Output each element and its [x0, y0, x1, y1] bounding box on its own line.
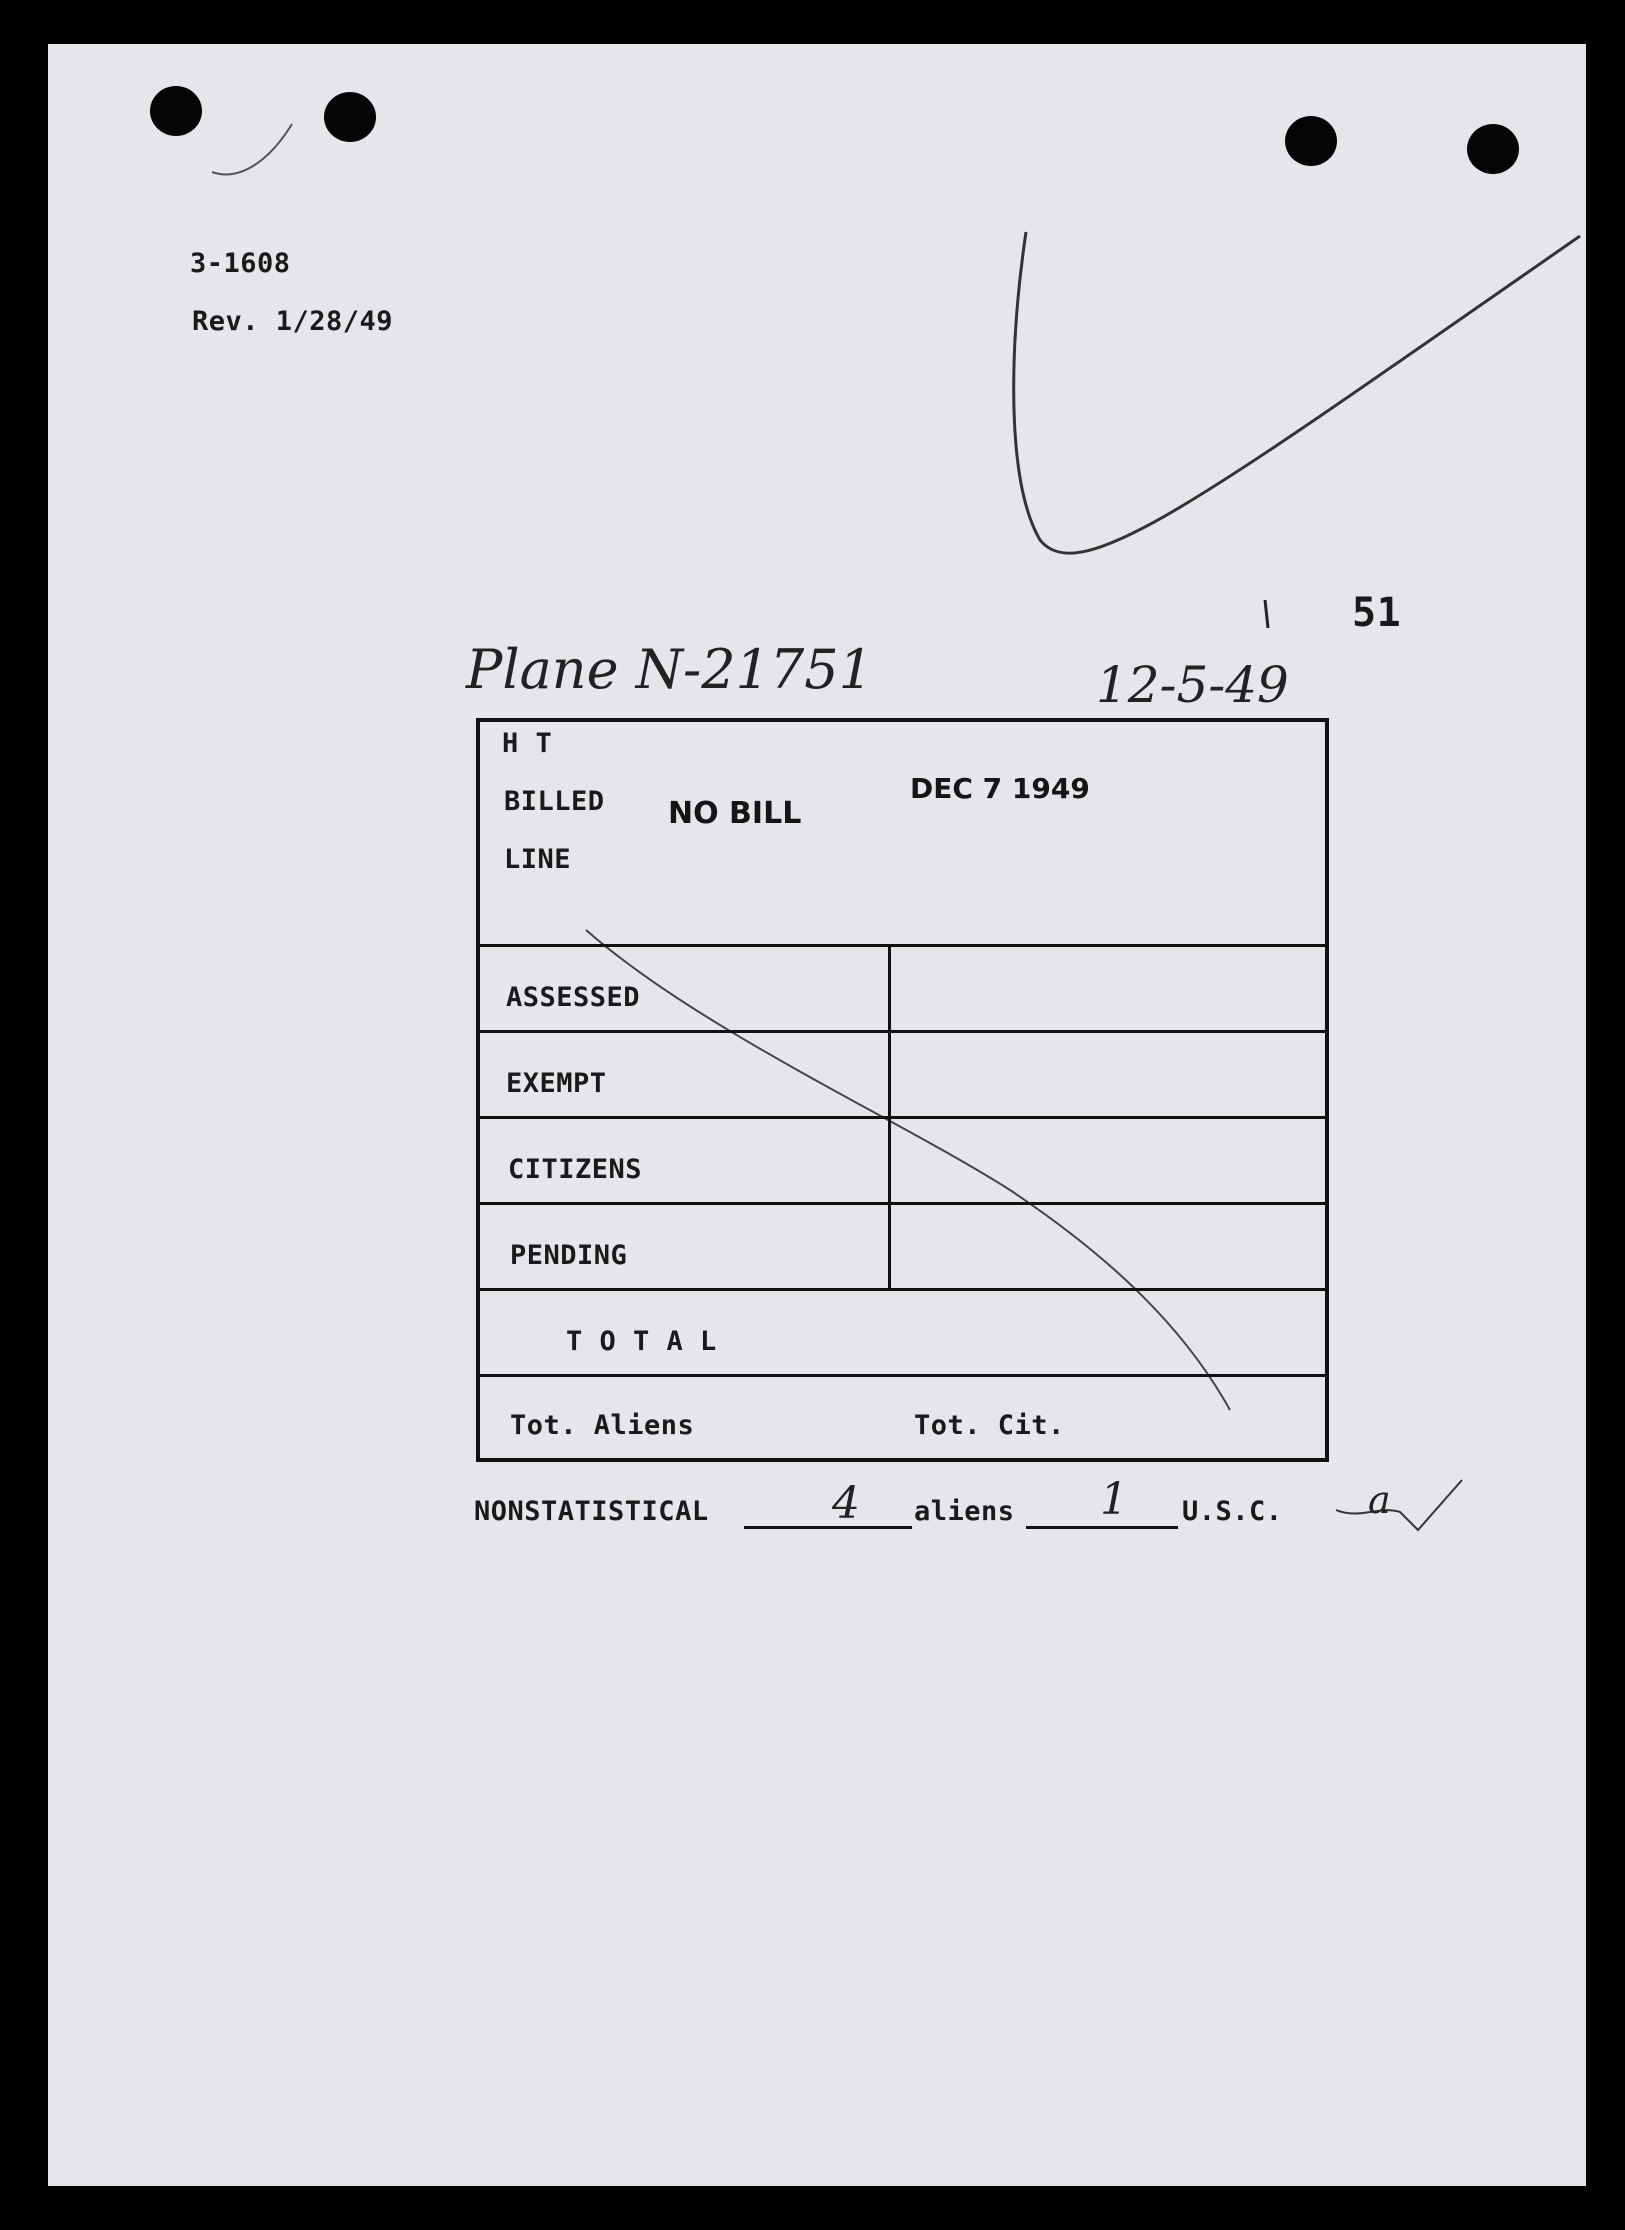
nonstatistical-label: NONSTATISTICAL [474, 1496, 709, 1527]
row-divider [478, 1288, 1328, 1291]
row-divider [478, 1374, 1328, 1377]
row-divider [478, 1030, 1328, 1033]
aliens-count-handwritten: 4 [832, 1478, 860, 1529]
initials-handwritten: a [1368, 1478, 1391, 1522]
date-stamp: DEC 7 1949 [910, 772, 1090, 805]
usc-blank [1026, 1526, 1178, 1529]
exempt-label: EXEMPT [506, 1068, 607, 1099]
no-bill-stamp: NO BILL [668, 796, 802, 831]
assessed-label: ASSESSED [506, 982, 641, 1013]
tot-cit-label: Tot. Cit. [914, 1410, 1065, 1441]
tot-aliens-label: Tot. Aliens [510, 1410, 695, 1441]
plane-number-handwritten: Plane N-21751 [466, 638, 873, 701]
usc-label: U.S.C. [1182, 1496, 1283, 1527]
row-divider [478, 1116, 1328, 1119]
ht-label: H T [502, 728, 553, 759]
line-label: LINE [504, 844, 572, 875]
page-number: 51 [1352, 590, 1402, 636]
usc-count-handwritten: 1 [1100, 1474, 1128, 1525]
form-revision: Rev. 1/28/49 [192, 306, 394, 337]
date-handwritten: 12-5-49 [1096, 656, 1289, 714]
row-divider [478, 944, 1328, 947]
billed-label: BILLED [504, 786, 605, 817]
column-divider [888, 944, 891, 1290]
aliens-label: aliens [914, 1496, 1015, 1527]
citizens-label: CITIZENS [508, 1154, 643, 1185]
row-divider [478, 1202, 1328, 1205]
pending-label: PENDING [510, 1240, 628, 1271]
aliens-blank [744, 1526, 912, 1529]
form-number: 3-1608 [190, 248, 291, 279]
total-label: T O T A L [566, 1326, 717, 1357]
